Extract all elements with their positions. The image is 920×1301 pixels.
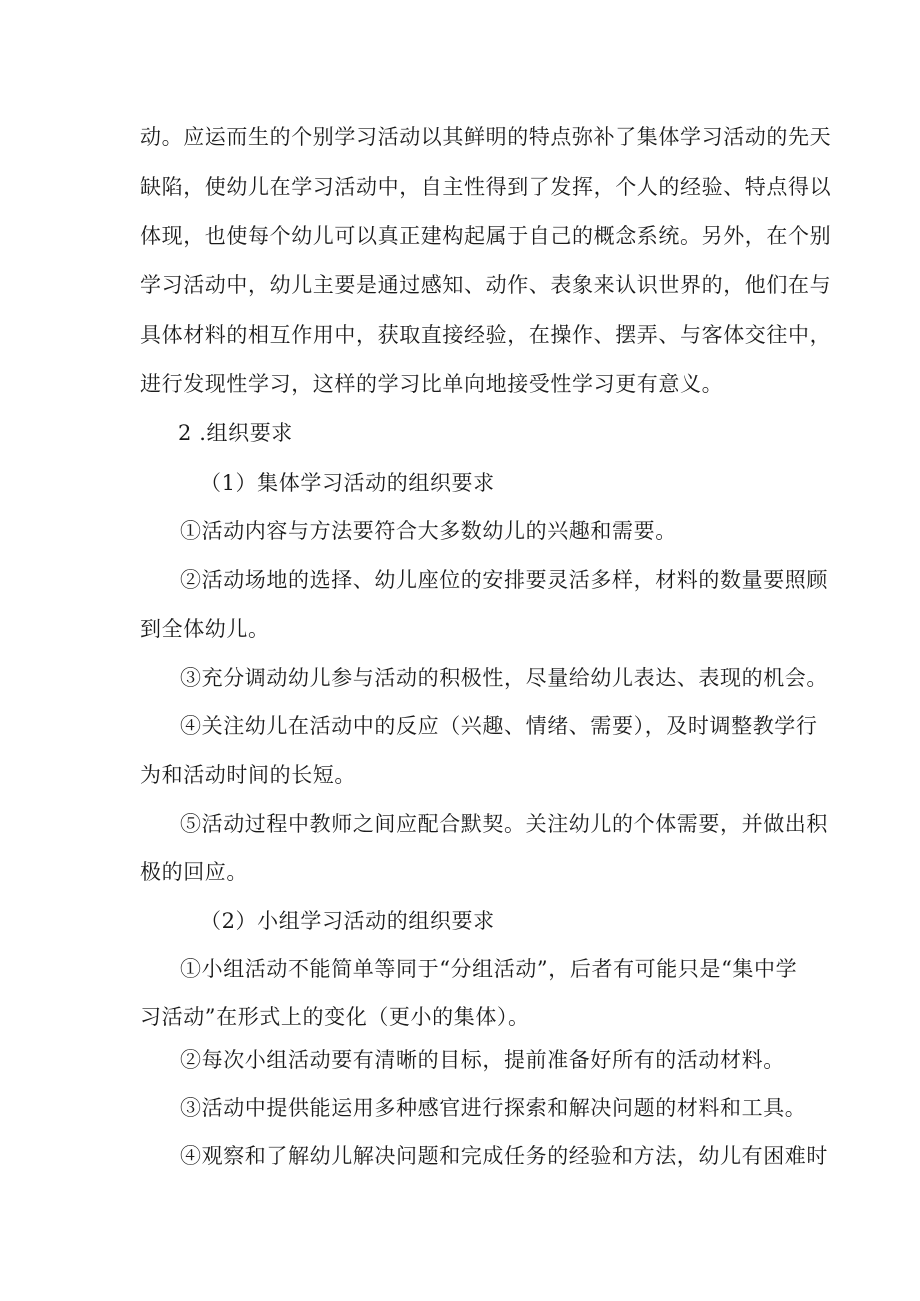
list-item: ③充分调动幼儿参与活动的积极性，尽量给幼儿表达、表现的机会。 (180, 666, 828, 690)
list-item: ②活动场地的选择、幼儿座位的安排要灵活多样，材料的数量要照顾 (180, 568, 828, 592)
list-item: ①小组活动不能简单等同于“分组活动”，后者有可能只是“集中学 (180, 957, 798, 981)
paragraph-line: 动。应运而生的个别学习活动以其鲜明的特点弥补了集体学习活动的先天 (140, 125, 832, 149)
paragraph-line: 具体材料的相互作用中，获取直接经验，在操作、摆弄、与客体交往中， (140, 323, 832, 347)
list-item: ③活动中提供能运用多种感官进行探索和解决问题的材料和工具。 (180, 1096, 807, 1120)
list-item: ②每次小组活动要有清晰的目标，提前准备好所有的活动材料。 (180, 1048, 785, 1072)
list-item-cont: 为和活动时间的长短。 (140, 763, 356, 787)
paragraph-line: 体现，也使每个幼儿可以真正建构起属于自己的概念系统。另外，在个别 (140, 224, 832, 248)
list-item: ①活动内容与方法要符合大多数幼儿的兴趣和需要。 (180, 519, 677, 543)
section-heading: 2 .组织要求 (178, 421, 293, 445)
list-item: ④关注幼儿在活动中的反应（兴趣、情绪、需要），及时调整教学行 (180, 714, 818, 738)
paragraph-line: 学习活动中，幼儿主要是通过感知、动作、表象来认识世界的，他们在与 (140, 273, 832, 297)
list-item-cont: 极的回应。 (140, 860, 248, 884)
list-item: ⑤活动过程中教师之间应配合默契。关注幼儿的个体需要，并做出积 (180, 812, 828, 836)
paragraph-line: 进行发现性学习，这样的学习比单向地接受性学习更有意义。 (140, 372, 724, 396)
subsection-heading: （2）小组学习活动的组织要求 (200, 909, 495, 933)
list-item-cont: 到全体幼儿。 (140, 617, 270, 641)
list-item: ④观察和了解幼儿解决问题和完成任务的经验和方法，幼儿有困难时 (180, 1144, 828, 1168)
subsection-heading: （1）集体学习活动的组织要求 (200, 471, 495, 495)
paragraph-line: 缺陷，使幼儿在学习活动中，自主性得到了发挥，个人的经验、特点得以 (140, 175, 832, 199)
list-item-cont: 习活动”在形式上的变化（更小的集体）。 (140, 1005, 530, 1029)
